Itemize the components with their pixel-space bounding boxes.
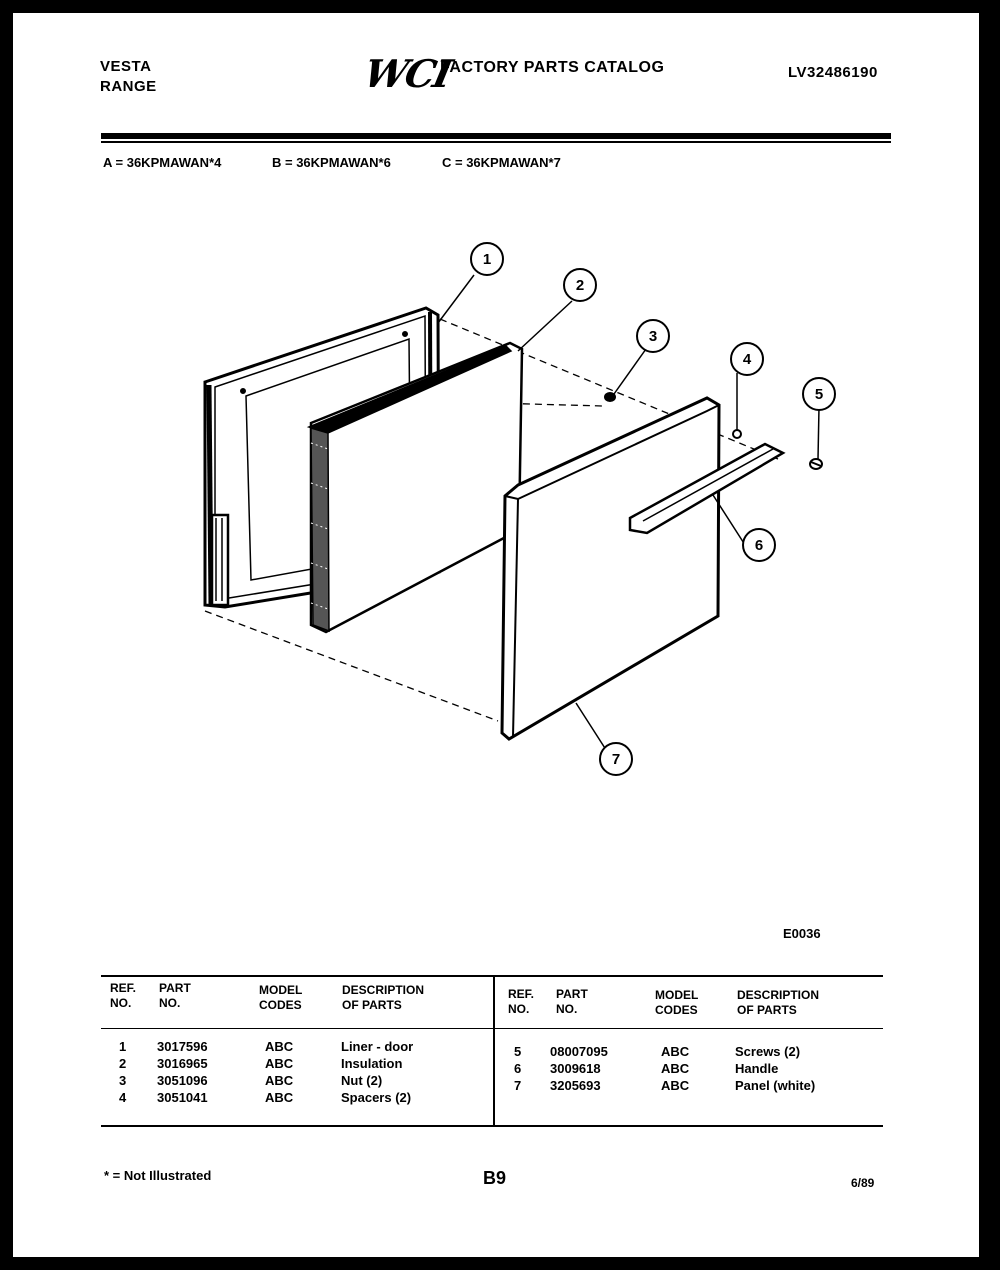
table-divider — [493, 977, 495, 1125]
svg-text:1: 1 — [482, 251, 492, 268]
catalog-number: LV32486190 — [788, 64, 878, 81]
left-part-header: PART NO. — [159, 981, 191, 1010]
wci-logo: WCI — [360, 51, 455, 96]
catalog-page — [13, 13, 979, 1257]
brand-line2: RANGE — [100, 78, 157, 95]
left-desc-column: Liner - door Insulation Nut (2) Spacers (2) — [341, 1039, 414, 1105]
page-number: B9 — [483, 1168, 507, 1188]
svg-text:5: 5 — [814, 386, 824, 403]
left-part-column: 3017596 3016965 3051096 3051041 — [157, 1039, 208, 1105]
left-codes-column: ABC ABC ABC ABC — [265, 1039, 294, 1105]
table-row: 7 — [514, 1078, 522, 1093]
callout-6 — [743, 529, 775, 561]
callout-1 — [471, 243, 503, 275]
model-a: A = 36KPMAWAN*4 — [103, 155, 222, 170]
right-model-header: MODEL CODES — [655, 988, 699, 1017]
table-row: 2 — [119, 1056, 127, 1071]
diagram-code: E0036 — [783, 926, 821, 941]
footer-date: 6/89 — [851, 1176, 875, 1190]
table-top-rule — [101, 975, 883, 977]
table-row: 1 — [119, 1039, 127, 1054]
left-ref-header: REF. NO. — [110, 981, 137, 1010]
left-model-header: MODEL CODES — [259, 983, 303, 1012]
right-codes-column: ABC ABC ABC — [661, 1044, 690, 1093]
callout-5 — [803, 378, 835, 410]
screw-part — [810, 459, 822, 469]
svg-text:2: 2 — [575, 277, 585, 294]
table-bottom-rule — [101, 1125, 883, 1127]
callout-7 — [600, 743, 632, 775]
right-ref-column — [514, 1043, 521, 1094]
table-row: 3 — [119, 1073, 127, 1088]
model-c: C = 36KPMAWAN*7 — [442, 155, 561, 170]
left-ref-column — [119, 1038, 126, 1106]
nut-part — [605, 393, 615, 401]
footer-note: * = Not Illustrated — [104, 1168, 212, 1183]
right-part-header: PART NO. — [556, 987, 588, 1016]
table-row: 5 — [514, 1044, 522, 1059]
exploded-door-diagram — [13, 13, 979, 973]
catalog-title: FACTORY PARTS CATALOG — [440, 59, 665, 76]
callout-2 — [564, 269, 596, 301]
svg-text:6: 6 — [754, 537, 764, 554]
right-ref-header: REF. NO. — [508, 987, 535, 1016]
table-row: 4 — [119, 1090, 127, 1105]
brand-line1: VESTA — [100, 58, 152, 75]
left-desc-header: DESCRIPTION OF PARTS — [342, 983, 425, 1012]
spacer-part — [733, 430, 741, 438]
callout-4 — [731, 343, 763, 375]
right-desc-column: Screws (2) Handle Panel (white) — [735, 1044, 816, 1093]
right-header-rule — [495, 1028, 883, 1029]
svg-text:7: 7 — [611, 751, 621, 768]
svg-text:4: 4 — [742, 351, 752, 368]
right-desc-header: DESCRIPTION OF PARTS — [737, 988, 820, 1017]
right-part-column: 08007095 3009618 3205693 — [550, 1044, 608, 1093]
model-b: B = 36KPMAWAN*6 — [272, 155, 391, 170]
svg-text:3: 3 — [648, 328, 658, 345]
table-row: 6 — [514, 1061, 522, 1076]
outer-panel-part — [502, 398, 719, 739]
callout-3 — [637, 320, 669, 352]
left-header-rule — [101, 1028, 493, 1029]
